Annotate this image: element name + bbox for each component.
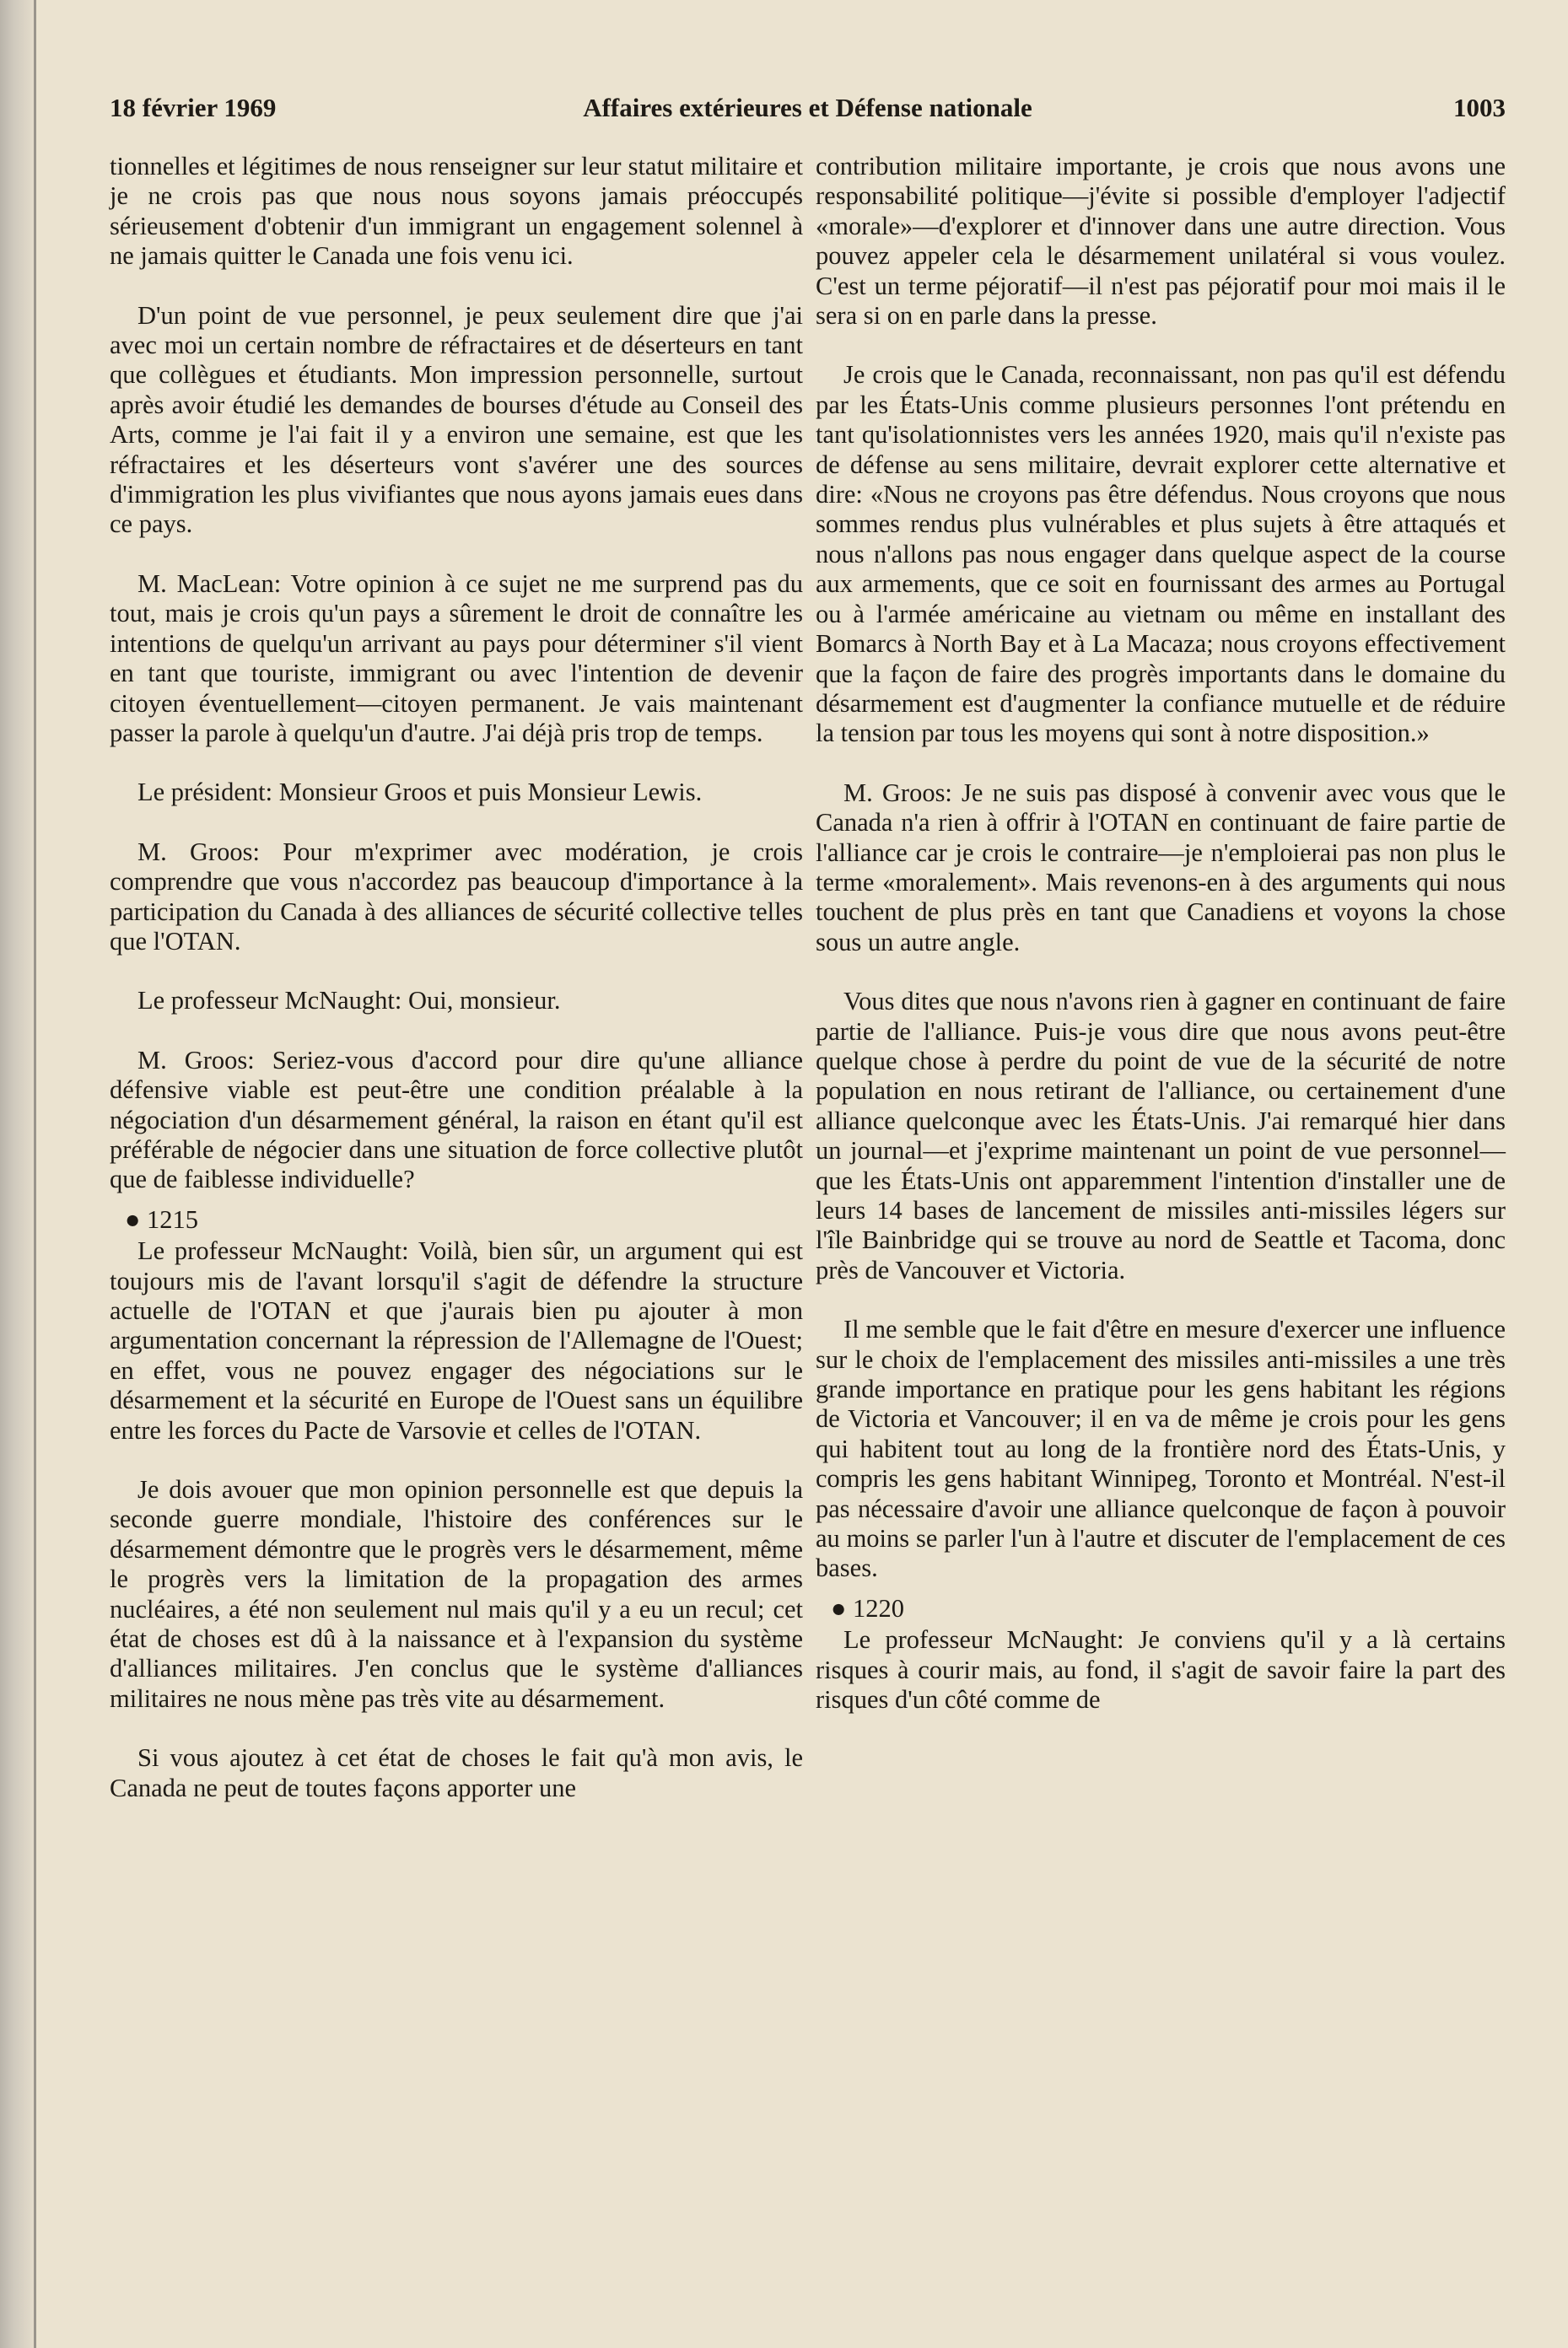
paragraph: M. MacLean: Votre opinion à ce sujet ne me surprend pas du tout, mais je crois qu'un pays a sûrement le droit de connaître les intentions de quelqu'un arrivant au pays pour déterminer s'il vient en tant que touriste, immigrant ou avec l'intention de devenir citoyen éventuellement—citoyen permanent. Je vais maintenant passer la parole à quelqu'un d'autre. J'ai déjà pris trop de temps. [110, 568, 803, 747]
paragraph: Si vous ajoutez à cet état de choses le fait qu'à mon avis, le Canada ne peut de toutes façons apporter une [110, 1743, 803, 1802]
time-marker: ● 1215 [125, 1204, 199, 1234]
paragraph: tionnelles et légitimes de nous renseigner sur leur statut militaire et je ne crois pas que nous nous soyons jamais préoccupés sérieusement d'obtenir d'un immigrant un engagement solennel à ne jamais quitter le Canada une fois venu ici. [110, 152, 803, 271]
paragraph: Le président: Monsieur Groos et puis Monsieur Lewis. [137, 778, 703, 807]
speaker-name: M. Groos: [137, 837, 260, 866]
speaker-name: Le professeur McNaught: [137, 986, 402, 1015]
speaker-name: Le professeur McNaught: [843, 1625, 1124, 1655]
paragraph: Le professeur McNaught: Oui, monsieur. [137, 986, 561, 1015]
header-title: Affaires extérieures et Défense nationale [583, 93, 1032, 122]
paragraph: Je dois avouer que mon opinion personnelle est que depuis la seconde guerre mondiale, l'histoire des conférences sur le désarmement démontre que le progrès vers le désarmement, même le progrès vers la limitation de la propagation des armes nucléaires, a été non seulement nul mais qu'il y a eu un recul; cet état de choses est dû à la naissance et à l'expansion du système d'alliances militaires. J'en conclus que le système d'alliances militaires ne nous mène pas très vite au désarmement. [110, 1475, 803, 1713]
binding-shadow [0, 0, 34, 2348]
left-column [110, 152, 803, 1803]
speaker-name: M. Groos: [137, 1045, 255, 1074]
paragraph: Le professeur McNaught: Voilà, bien sûr, un argument qui est toujours mis de l'avant lorsqu'il s'agit de défendre la structure actuelle de l'OTAN et que j'aurais bien pu ajouter à mon argumentation concernant la répression de l'Allemagne de l'Ouest; en effet, vous ne pouvez engager des négociations sur le désarmement et la sécurité en Europe de l'Ouest sans un équilibre entre les forces du Pacte de Varsovie et celles de l'OTAN. [110, 1236, 803, 1445]
paragraph: contribution militaire importante, je crois que nous avons une responsabilité politique—j'évite si possible d'employer l'adjectif «morale»—d'explorer et d'innover dans une autre direction. Vous pouvez appeler cela le désarmement unilatéral si vous voulez. C'est un terme péjoratif—il n'est pas péjoratif pour moi mais il le sera si on en parle dans la presse. [816, 152, 1506, 331]
paragraph: M. Groos: Pour m'exprimer avec modération, je crois comprendre que vous n'accordez pas beaucoup d'importance à la participation du Canada à des alliances de sécurité collective telles que l'OTAN. [110, 837, 803, 956]
paragraph: Le professeur McNaught: Je conviens qu'il y a là certains risques à courir mais, au fond, il s'agit de savoir faire la part des risques d'un côté comme de [816, 1625, 1506, 1715]
paragraph: Je crois que le Canada, reconnaissant, non pas qu'il est défendu par les États-Unis comme plusieurs personnes l'ont prétendu en tant qu'isolationnistes vers les années 1920, mais qu'il n'existe pas de défense au sens militaire, devrait explorer cette alternative et dire: «Nous ne croyons pas être défendus. Nous croyons que nous sommes rendus plus vulnérables et plus sujets à être attaqués et nous n'allons pas nous engager dans quelque aspect de la course aux armements, que ce soit en fournissant des armes au Portugal ou à l'armée américaine au vietnam ou même en installant des Bomarcs à North Bay et à La Macaza; nous croyons effectivement que la façon de faire des progrès importants dans le domaine du désarmement est d'augmenter la confiance mutuelle et de réduire la tension par tous les moyens qui sont à notre disposition.» [816, 360, 1506, 748]
page-number: 1003 [1453, 93, 1506, 122]
header-date: 18 février 1969 [110, 93, 277, 122]
paragraph: D'un point de vue personnel, je peux seulement dire que j'ai avec moi un certain nombre de réfractaires et de déserteurs en tant que collègues et étudiants. Mon impression personnelle, surtout après avoir étudié les demandes de bourses d'étude au Conseil des Arts, comme je l'ai fait il y a environ une semaine, est que les réfractaires et les déserteurs vont s'avérer une des sources d'immigration les plus vivifiantes que nous ayons jamais eues dans ce pays. [110, 300, 803, 539]
paragraph: M. Groos: Seriez-vous d'accord pour dire qu'une alliance défensive viable est peut-être une condition préalable à la négociation d'un désarmement général, la raison en étant qu'il est préférable de négocier dans une situation de force collective plutôt que de faiblesse individuelle? [110, 1045, 803, 1194]
right-column [816, 152, 1506, 1715]
paragraph: Il me semble que le fait d'être en mesure d'exercer une influence sur le choix de l'emplacement des missiles anti-missiles a une très grande importance en pratique pour les gens habitant les régions de Victoria et Vancouver; il en va de même je crois pour les gens qui habitent tout au long de la frontière nord des États-Unis, y compris les gens habitant Winnipeg, Toronto et Montréal. N'est-il pas nécessaire d'avoir une alliance quelconque de façon à pouvoir au moins se parler l'un à l'autre et discuter de l'emplacement de ces bases. [816, 1315, 1506, 1583]
speaker-name: M. Groos: [843, 778, 952, 807]
speaker-name: Le président: [137, 778, 273, 807]
running-header [110, 93, 1506, 130]
paragraph: M. Groos: Je ne suis pas disposé à convenir avec vous que le Canada n'a rien à offrir à l'OTAN en continuant de faire partie de l'alliance car je crois le contraire—je n'emploierai pas non plus le terme «moralement». Mais revenons-en à des arguments qui nous touchent de plus près en tant que Canadiens et voyons la chose sous un autre angle. [816, 778, 1506, 956]
speaker-name: Le professeur McNaught: [137, 1236, 409, 1266]
time-marker: ● 1220 [831, 1593, 905, 1623]
page-edge [34, 0, 36, 2348]
paragraph: Vous dites que nous n'avons rien à gagner en continuant de faire partie de l'alliance. Puis-je vous dire que nous avons peut-être quelque chose à perdre du point de vue de la sécurité de notre population en nous retirant de l'alliance, ou certainement d'une alliance quelconque avec les États-Unis. J'ai remarqué hier dans un journal—et j'exprime maintenant un point de vue personnel—que les États-Unis ont apparemment l'intention d'installer une de leurs 14 bases de lancement de missiles anti-missiles légers sur l'île Bainbridge qui se trouve au nord de Seattle et Tacoma, donc près de Vancouver et Victoria. [816, 987, 1506, 1284]
speaker-name: M. MacLean: [137, 568, 282, 598]
